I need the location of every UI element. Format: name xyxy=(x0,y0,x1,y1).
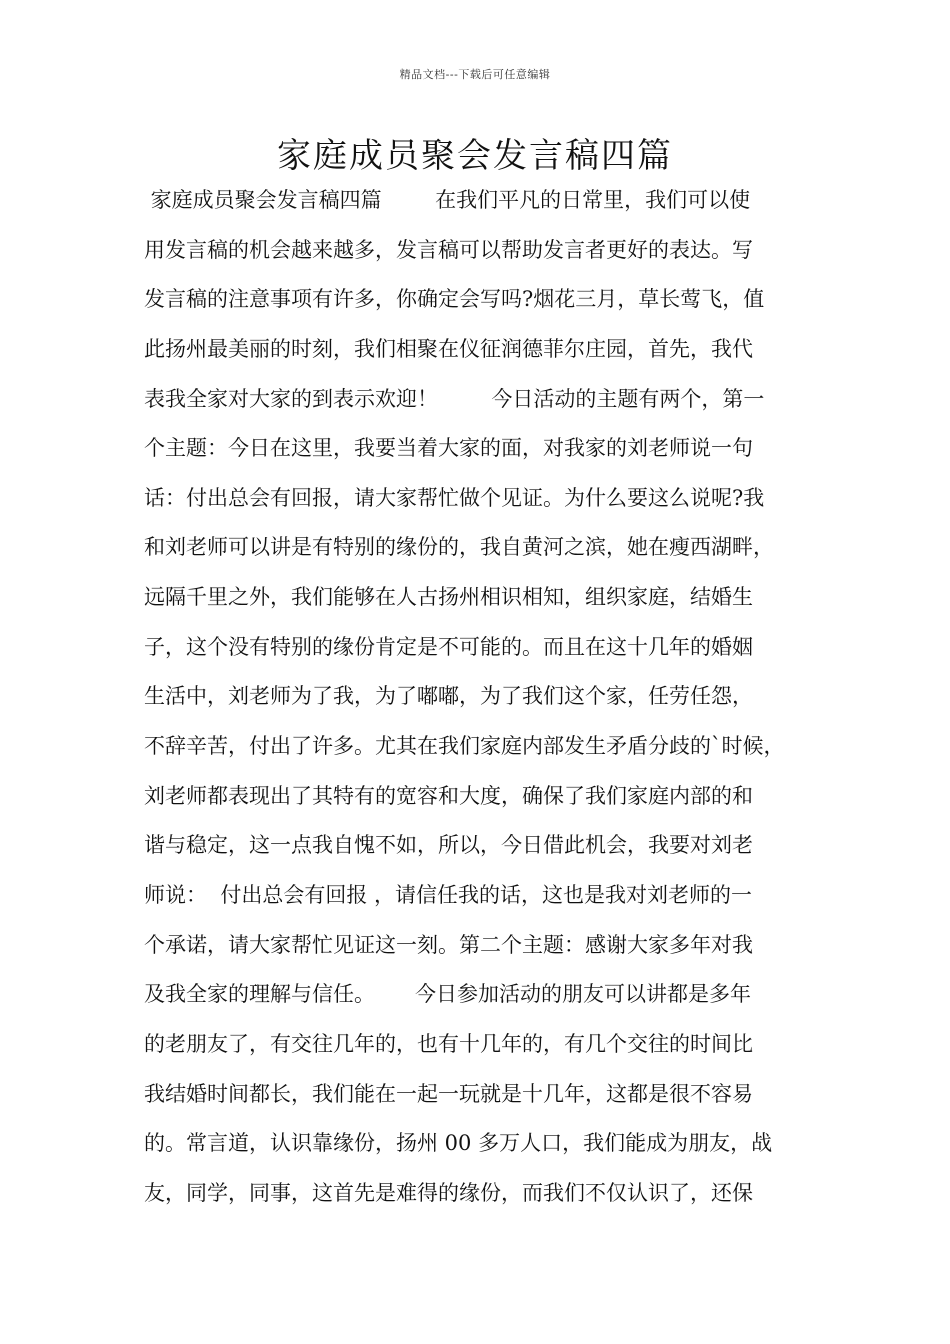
document-title: 家庭成员聚会发言稿四篇 xyxy=(277,136,673,176)
text-line: 生活中，刘老师为了我，为了嘟嘟，为了我们这个家，任劳任怨， xyxy=(144,684,753,709)
text-line: 表我全家对大家的到表示欢迎！ 今日活动的主题有两个，第一 xyxy=(144,386,765,411)
text-line: 的老朋友了，有交往几年的，也有十几年的，有几个交往的时间比 xyxy=(144,1031,753,1056)
text-line: 友，同学，同事，这首先是难得的缘份，而我们不仅认识了，还保 xyxy=(144,1180,753,1205)
text-line: 师说： 付出总会有回报 ，请信任我的话，这也是我对刘老师的一 xyxy=(144,882,753,907)
text-line: 用发言稿的机会越来越多，发言稿可以帮助发言者更好的表达。写 xyxy=(144,237,753,262)
text-line: 和刘老师可以讲是有特别的缘份的，我自黄河之滨，她在瘦西湖畔， xyxy=(144,535,774,560)
text-line: 远隔千里之外，我们能够在人古扬州相识相知，组织家庭，结婚生 xyxy=(144,585,753,610)
text-line: 家庭成员聚会发言稿四篇 在我们平凡的日常里，我们可以使 xyxy=(144,188,751,212)
text-line: 个主题：今日在这里，我要当着大家的面，对我家的刘老师说一句 xyxy=(144,436,753,461)
text-line: 话：付出总会有回报，请大家帮忙做个见证。为什么要这么说呢?我 xyxy=(144,485,765,510)
text-line: 谐与稳定，这一点我自愧不如，所以，今日借此机会，我要对刘老 xyxy=(144,833,753,858)
text-line: 的。常言道，认识靠缘份，扬州 00 多万人口，我们能成为朋友，战 xyxy=(144,1131,773,1156)
text-line: 子，这个没有特别的缘份肯定是不可能的。而且在这十几年的婚姻 xyxy=(144,634,753,659)
text-line: 不辞辛苦，付出了许多。尤其在我们家庭内部发生矛盾分歧的`时候， xyxy=(144,734,785,759)
body-text xyxy=(144,176,824,1218)
text-line: 个承诺，请大家帮忙见证这一刻。第二个主题：感谢大家多年对我 xyxy=(144,932,753,957)
text-line: 此扬州最美丽的时刻，我们相聚在仪征润德菲尔庄园，首先，我代 xyxy=(144,336,753,361)
text-line: 我结婚时间都长，我们能在一起一玩就是十几年，这都是很不容易 xyxy=(144,1081,753,1106)
text-line: 及我全家的理解与信任。 今日参加活动的朋友可以讲都是多年 xyxy=(144,982,752,1007)
text-line: 刘老师都表现出了其特有的宽容和大度，确保了我们家庭内部的和 xyxy=(144,783,753,808)
header-note: 精品文档---下载后可任意编辑 xyxy=(399,68,551,81)
text-line: 发言稿的注意事项有许多，你确定会写吗?烟花三月，草长莺飞，值 xyxy=(144,287,765,312)
